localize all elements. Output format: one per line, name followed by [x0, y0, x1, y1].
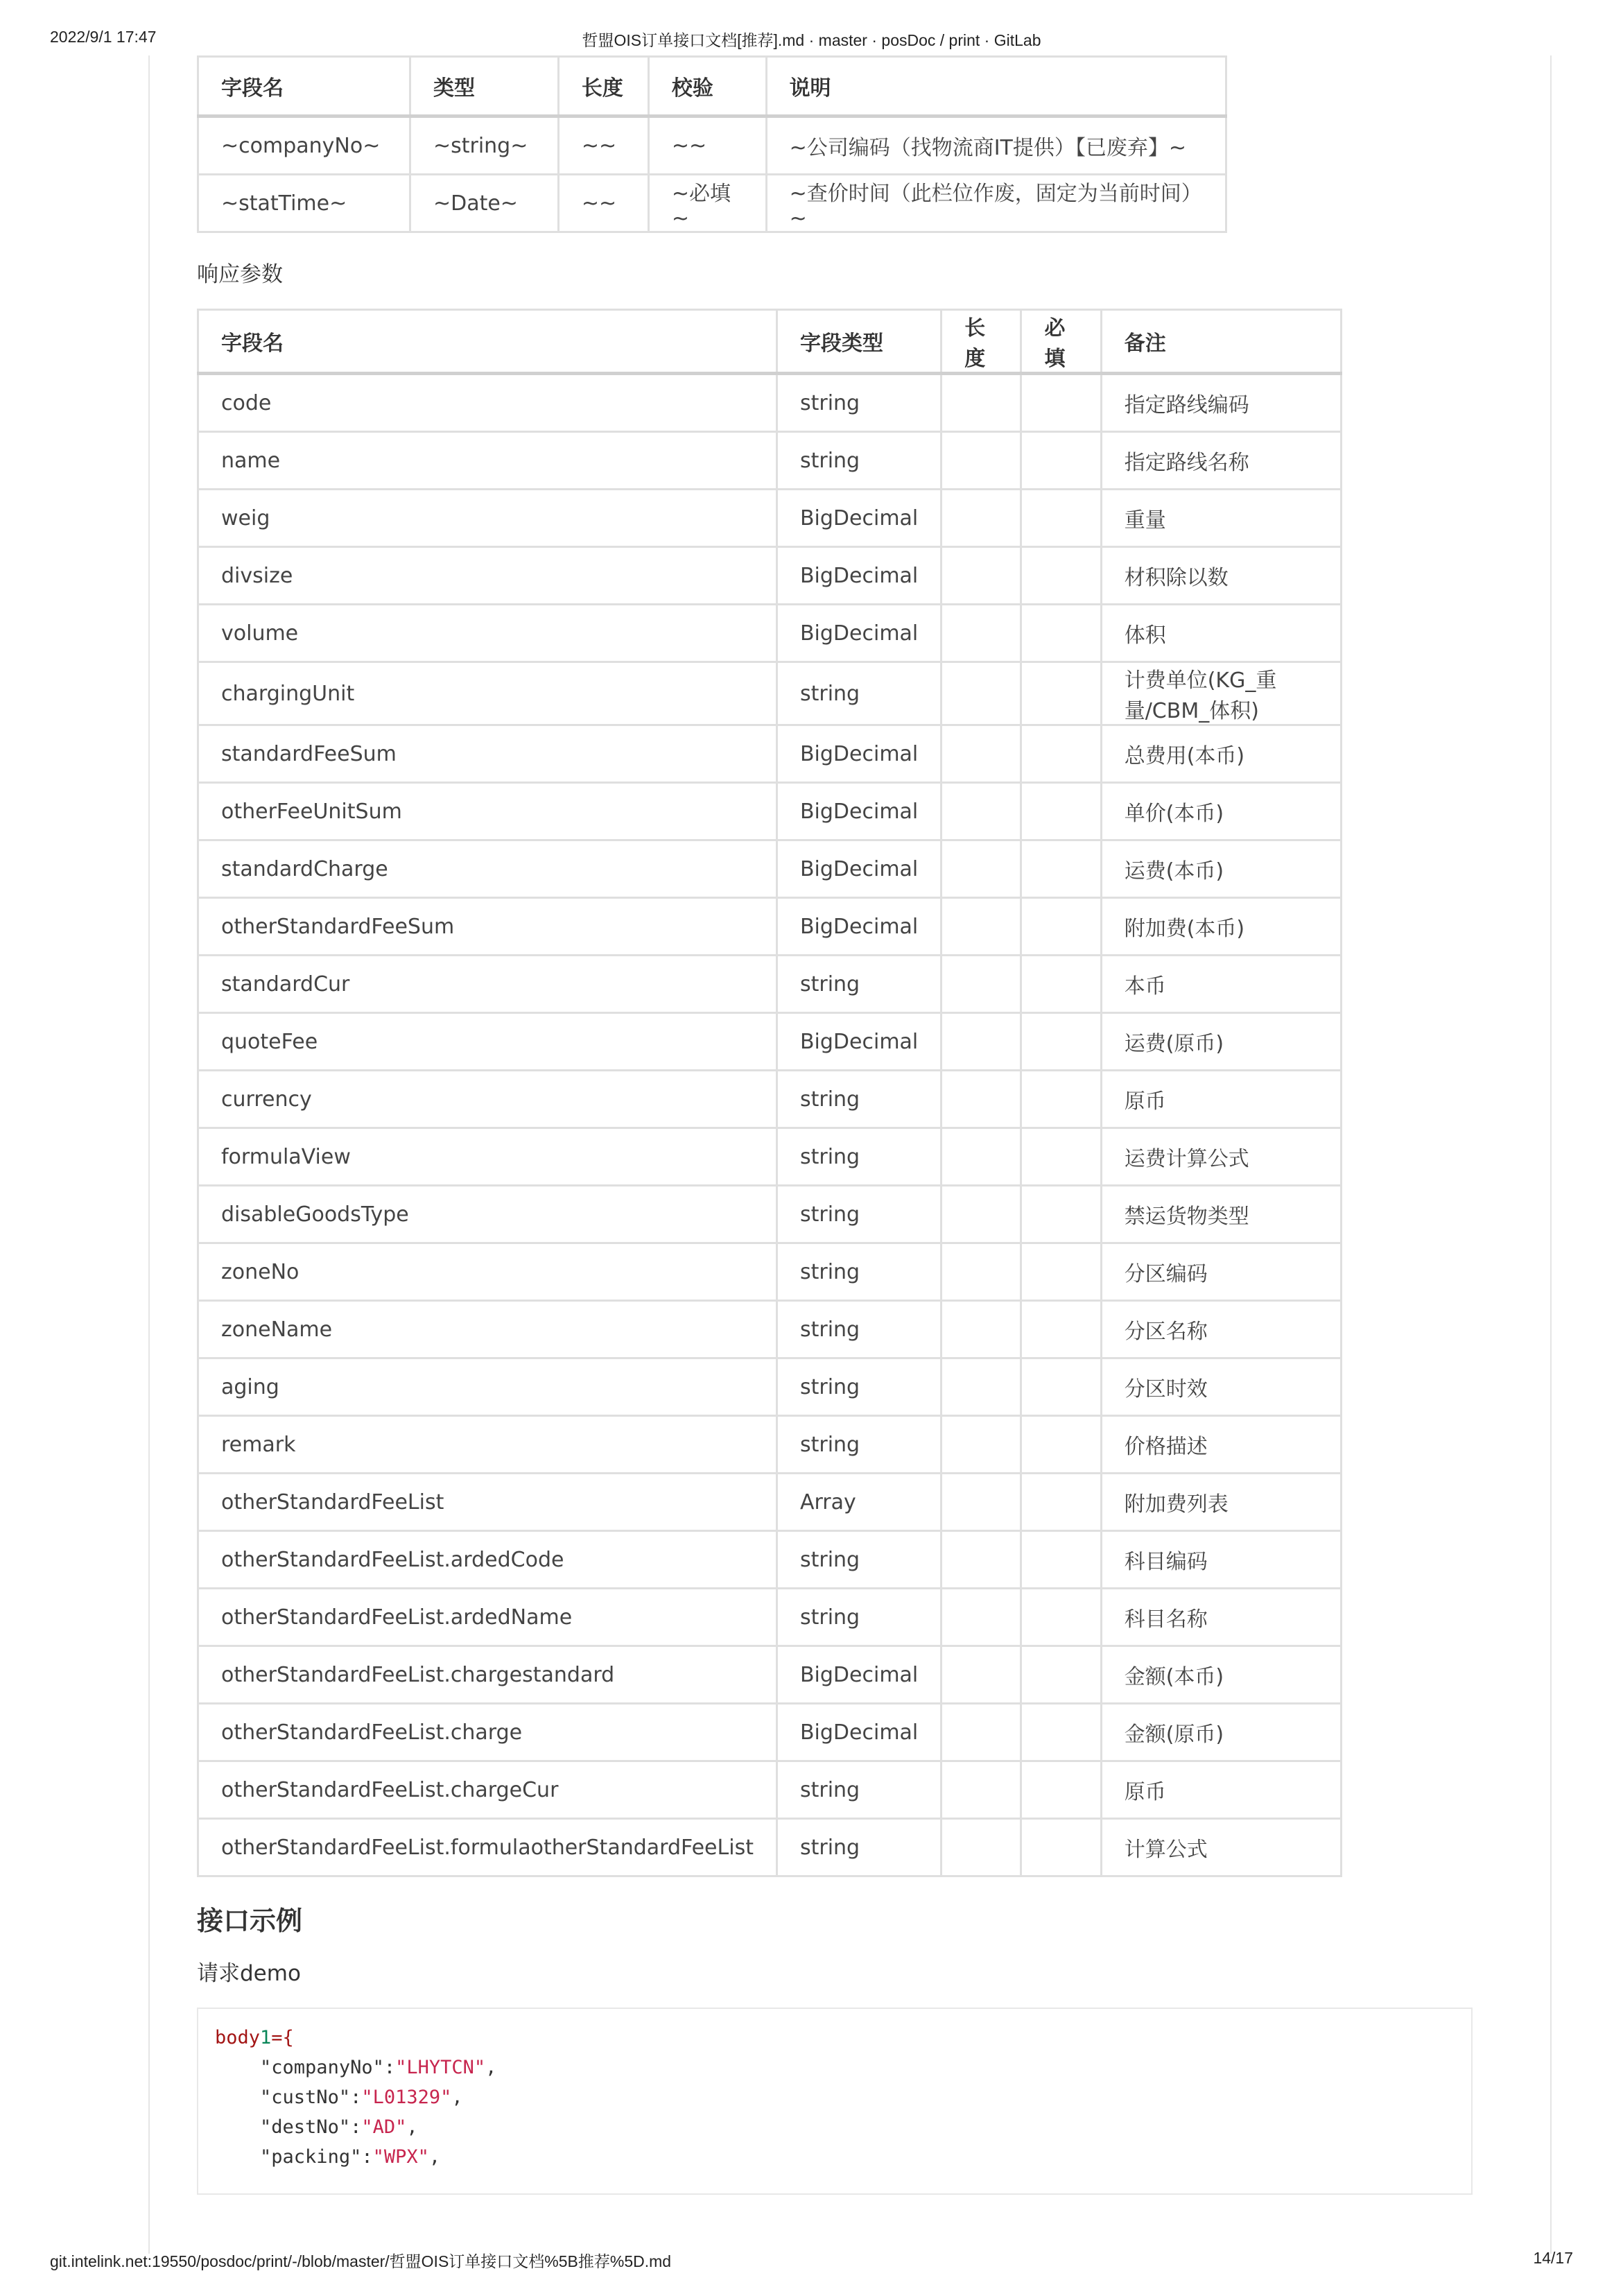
cell-field-type: string: [776, 662, 941, 725]
cell-field-name: otherStandardFeeList.chargeCur: [198, 1761, 777, 1819]
cell-field-type: string: [776, 1186, 941, 1243]
cell-length: [941, 1186, 1021, 1243]
cell-field-type: BigDecimal: [776, 1646, 941, 1704]
cell-required: [1021, 1761, 1101, 1819]
cell-validation: ~~: [648, 116, 766, 175]
cell-required: [1021, 1474, 1101, 1531]
cell-required: [1021, 1186, 1101, 1243]
cell-field-name: chargingUnit: [198, 662, 777, 725]
col-header-type: 类型: [410, 57, 558, 116]
cell-field-name: ~companyNo~: [198, 116, 410, 175]
cell-remark: 材积除以数: [1101, 547, 1341, 605]
cell-length: [941, 374, 1021, 432]
cell-required: [1021, 1243, 1101, 1301]
cell-field-type: Array: [776, 1474, 941, 1531]
code-key: "packing": [260, 2146, 362, 2168]
cell-remark: 重量: [1101, 490, 1341, 547]
cell-required: [1021, 1416, 1101, 1474]
cell-required: [1021, 1358, 1101, 1416]
cell-length: [941, 432, 1021, 490]
col-header-field-name: 字段名: [198, 310, 777, 374]
cell-validation: ~必填~: [648, 175, 766, 232]
page-number: 14/17: [1533, 2249, 1573, 2267]
cell-length: [941, 662, 1021, 725]
cell-remark: 科目编码: [1101, 1531, 1341, 1589]
cell-field-name: divsize: [198, 547, 777, 605]
code-open: ={: [271, 2027, 294, 2048]
cell-required: [1021, 1071, 1101, 1128]
table-row: [198, 374, 1342, 432]
cell-required: [1021, 490, 1101, 547]
table-row: [198, 1013, 1342, 1071]
cell-length: [941, 605, 1021, 662]
cell-field-name: otherFeeUnitSum: [198, 783, 777, 840]
cell-field-type: string: [776, 1243, 941, 1301]
cell-remark: 运费计算公式: [1101, 1128, 1341, 1186]
cell-remark: 指定路线名称: [1101, 432, 1341, 490]
cell-remark: 价格描述: [1101, 1416, 1341, 1474]
cell-remark: 体积: [1101, 605, 1341, 662]
cell-description: ~查价时间（此栏位作废，固定为当前时间）~: [766, 175, 1226, 232]
code-line: "destNo":"AD",: [260, 2116, 418, 2138]
cell-length: ~~: [558, 116, 648, 175]
response-params-table: [197, 309, 1342, 1877]
code-lines: [215, 2053, 1455, 2172]
cell-type: ~string~: [410, 116, 558, 175]
cell-field-type: string: [776, 956, 941, 1013]
cell-required: [1021, 1013, 1101, 1071]
cell-remark: 原币: [1101, 1071, 1341, 1128]
cell-field-name: otherStandardFeeList: [198, 1474, 777, 1531]
cell-length: [941, 1531, 1021, 1589]
cell-remark: 禁运货物类型: [1101, 1186, 1341, 1243]
cell-remark: 金额(原币): [1101, 1704, 1341, 1761]
cell-field-name: standardFeeSum: [198, 725, 777, 783]
table-row: [198, 547, 1342, 605]
cell-required: [1021, 840, 1101, 898]
cell-field-type: BigDecimal: [776, 1013, 941, 1071]
cell-length: [941, 898, 1021, 956]
cell-length: ~~: [558, 175, 648, 232]
table-row: [198, 956, 1342, 1013]
cell-length: [941, 1819, 1021, 1876]
cell-field-name: ~statTime~: [198, 175, 410, 232]
print-datetime: 2022/9/1 17:47: [50, 28, 157, 46]
cell-field-name: remark: [198, 1416, 777, 1474]
cell-field-name: standardCur: [198, 956, 777, 1013]
cell-length: [941, 1243, 1021, 1301]
request-demo-label: 请求demo: [197, 1961, 301, 1986]
cell-field-name: currency: [198, 1071, 777, 1128]
print-url: git.intelink.net:19550/posdoc/print/-/blob/master/哲盟OIS订单接口文档%5B推荐%5D.md: [50, 2252, 672, 2270]
cell-length: [941, 547, 1021, 605]
cell-length: [941, 490, 1021, 547]
table-row: [198, 116, 1226, 175]
cell-field-type: string: [776, 1358, 941, 1416]
cell-length: [941, 725, 1021, 783]
response-table-body: [198, 374, 1342, 1876]
table-header-row: [198, 310, 1342, 374]
table-row: [198, 490, 1342, 547]
cell-required: [1021, 898, 1101, 956]
cell-length: [941, 783, 1021, 840]
cell-length: [941, 840, 1021, 898]
table-row: [198, 840, 1342, 898]
cell-field-name: name: [198, 432, 777, 490]
document-content: [197, 55, 1507, 2195]
cell-required: [1021, 956, 1101, 1013]
cell-field-type: string: [776, 1531, 941, 1589]
table-row: [198, 1128, 1342, 1186]
table-row: [198, 1243, 1342, 1301]
table-row: [198, 1646, 1342, 1704]
cell-field-type: string: [776, 374, 941, 432]
col-header-description: 说明: [766, 57, 1226, 116]
cell-remark: 本币: [1101, 956, 1341, 1013]
code-line: [215, 2023, 1455, 2053]
cell-length: [941, 1761, 1021, 1819]
cell-required: [1021, 1531, 1101, 1589]
cell-field-name: zoneNo: [198, 1243, 777, 1301]
cell-remark: 运费(原币): [1101, 1013, 1341, 1071]
cell-field-type: BigDecimal: [776, 1704, 941, 1761]
col-header-field-type: 字段类型: [776, 310, 941, 374]
col-header-length: 长度: [558, 57, 648, 116]
code-block: [197, 2008, 1473, 2195]
cell-field-name: formulaView: [198, 1128, 777, 1186]
cell-remark: 计算公式: [1101, 1819, 1341, 1876]
cell-required: [1021, 374, 1101, 432]
cell-required: [1021, 662, 1101, 725]
table-row: [198, 1704, 1342, 1761]
code-value: "WPX": [372, 2146, 429, 2168]
cell-field-type: BigDecimal: [776, 725, 941, 783]
cell-field-name: otherStandardFeeList.formulaotherStandardFeeList: [198, 1819, 777, 1876]
cell-field-type: string: [776, 1416, 941, 1474]
cell-required: [1021, 1301, 1101, 1358]
cell-field-name: aging: [198, 1358, 777, 1416]
col-header-length: 长度: [941, 310, 1021, 374]
cell-remark: 指定路线编码: [1101, 374, 1341, 432]
request-params-table: [197, 55, 1227, 233]
table-row: [198, 605, 1342, 662]
table-row: [198, 1071, 1342, 1128]
cell-remark: 运费(本币): [1101, 840, 1341, 898]
cell-field-name: code: [198, 374, 777, 432]
table-row: [198, 1474, 1342, 1531]
code-var-name: body: [215, 2027, 261, 2048]
cell-field-type: BigDecimal: [776, 605, 941, 662]
print-footer: [50, 2249, 1573, 2272]
cell-length: [941, 1474, 1021, 1531]
cell-field-type: BigDecimal: [776, 840, 941, 898]
cell-required: [1021, 1589, 1101, 1646]
cell-remark: 分区名称: [1101, 1301, 1341, 1358]
cell-required: [1021, 1646, 1101, 1704]
table-row: [198, 1531, 1342, 1589]
cell-required: [1021, 1128, 1101, 1186]
table-row: [198, 662, 1342, 725]
cell-field-type: BigDecimal: [776, 490, 941, 547]
cell-length: [941, 1358, 1021, 1416]
print-header: [50, 28, 1573, 51]
table-row: [198, 1819, 1342, 1876]
cell-field-name: disableGoodsType: [198, 1186, 777, 1243]
code-value: "AD": [361, 2116, 407, 2138]
cell-remark: 分区编码: [1101, 1243, 1341, 1301]
cell-required: [1021, 783, 1101, 840]
table-row: [198, 1186, 1342, 1243]
cell-field-type: string: [776, 1589, 941, 1646]
cell-field-name: zoneName: [198, 1301, 777, 1358]
code-value: "L01329": [361, 2087, 452, 2108]
cell-field-name: otherStandardFeeList.chargestandard: [198, 1646, 777, 1704]
response-params-label: 响应参数: [197, 262, 283, 287]
cell-field-name: volume: [198, 605, 777, 662]
code-key: "companyNo": [260, 2057, 384, 2078]
cell-required: [1021, 605, 1101, 662]
col-header-validation: 校验: [648, 57, 766, 116]
cell-remark: 单价(本币): [1101, 783, 1341, 840]
cell-length: [941, 956, 1021, 1013]
table-row: [198, 1761, 1342, 1819]
cell-required: [1021, 725, 1101, 783]
code-key: "destNo": [260, 2116, 351, 2138]
code-line: "packing":"WPX",: [260, 2146, 441, 2168]
table-row: [198, 1416, 1342, 1474]
cell-remark: 计费单位(KG_重量/CBM_体积): [1101, 662, 1341, 725]
col-header-field-name: 字段名: [198, 57, 410, 116]
cell-field-name: otherStandardFeeList.ardedName: [198, 1589, 777, 1646]
cell-field-type: string: [776, 1071, 941, 1128]
table-row: [198, 783, 1342, 840]
cell-required: [1021, 1819, 1101, 1876]
cell-remark: 附加费(本币): [1101, 898, 1341, 956]
cell-type: ~Date~: [410, 175, 558, 232]
cell-remark: 分区时效: [1101, 1358, 1341, 1416]
cell-field-name: standardCharge: [198, 840, 777, 898]
code-key: "custNo": [260, 2087, 351, 2108]
cell-field-type: string: [776, 432, 941, 490]
col-header-remark: 备注: [1101, 310, 1341, 374]
cell-field-name: otherStandardFeeList.charge: [198, 1704, 777, 1761]
cell-remark: 原币: [1101, 1761, 1341, 1819]
cell-field-type: string: [776, 1301, 941, 1358]
section-heading: 接口示例: [197, 1906, 303, 1936]
cell-field-type: BigDecimal: [776, 898, 941, 956]
print-title: 哲盟OIS订单接口文档[推荐].md · master · posDoc / print · GitLab: [582, 31, 1041, 49]
cell-required: [1021, 547, 1101, 605]
cell-required: [1021, 1704, 1101, 1761]
cell-required: [1021, 432, 1101, 490]
table-header-row: [198, 57, 1226, 116]
table-row: [198, 1589, 1342, 1646]
cell-field-type: string: [776, 1761, 941, 1819]
code-var-index: 1: [260, 2027, 272, 2048]
cell-field-name: otherStandardFeeList.ardedCode: [198, 1531, 777, 1589]
table-row: [198, 725, 1342, 783]
table-row: [198, 432, 1342, 490]
cell-remark: 附加费列表: [1101, 1474, 1341, 1531]
cell-description: ~公司编码（找物流商IT提供）【已废弃】~: [766, 116, 1226, 175]
cell-field-type: BigDecimal: [776, 783, 941, 840]
cell-length: [941, 1301, 1021, 1358]
table-row: [198, 898, 1342, 956]
cell-length: [941, 1416, 1021, 1474]
cell-length: [941, 1646, 1021, 1704]
code-line: "companyNo":"LHYTCN",: [260, 2057, 497, 2078]
cell-field-type: string: [776, 1819, 941, 1876]
cell-length: [941, 1013, 1021, 1071]
cell-remark: 科目名称: [1101, 1589, 1341, 1646]
cell-remark: 金额(本币): [1101, 1646, 1341, 1704]
cell-field-type: BigDecimal: [776, 547, 941, 605]
cell-length: [941, 1704, 1021, 1761]
cell-length: [941, 1128, 1021, 1186]
table-row: [198, 175, 1226, 232]
code-line: "custNo":"L01329",: [260, 2087, 463, 2108]
cell-field-name: weig: [198, 490, 777, 547]
cell-length: [941, 1589, 1021, 1646]
cell-field-name: quoteFee: [198, 1013, 777, 1071]
cell-field-type: string: [776, 1128, 941, 1186]
col-header-required: 必填: [1021, 310, 1101, 374]
table-row: [198, 1358, 1342, 1416]
code-value: "LHYTCN": [395, 2057, 486, 2078]
cell-remark: 总费用(本币): [1101, 725, 1341, 783]
cell-field-name: otherStandardFeeSum: [198, 898, 777, 956]
cell-length: [941, 1071, 1021, 1128]
table-row: [198, 1301, 1342, 1358]
